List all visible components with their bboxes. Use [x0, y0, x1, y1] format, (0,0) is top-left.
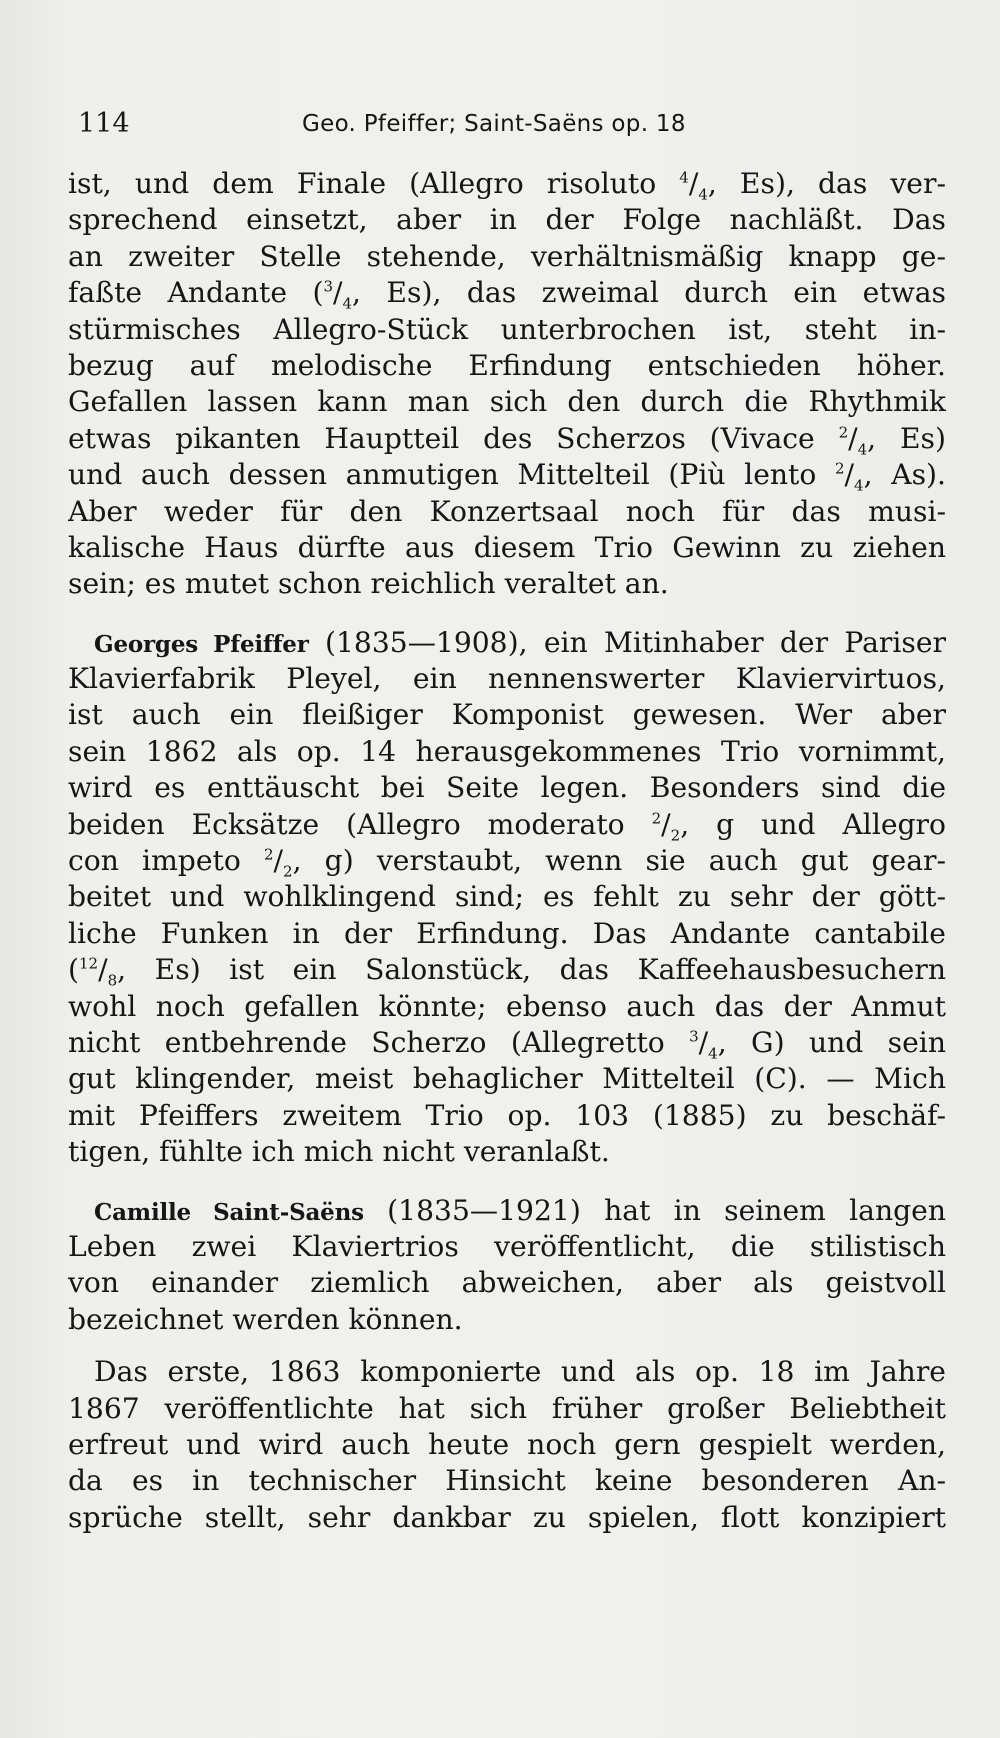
paragraph-gap — [68, 603, 946, 625]
text-line: Georges Pfeiffer (1835—1908), ein Mitinhaber der Pariser — [94, 625, 946, 659]
text-line: gut klingender, meist behaglicher Mittelteil (C). — Mich — [68, 1062, 946, 1096]
fraction-numerator: 2 — [838, 423, 849, 442]
text-line: Camille Saint-Saëns (1835—1921) hat in seinem langen — [94, 1193, 946, 1227]
paragraph-1 — [68, 166, 946, 603]
text-line: sprechend einsetzt, aber in der Folge nachläßt. Das — [68, 203, 946, 237]
text-line: da es in technischer Hinsicht keine besonderen An- — [68, 1464, 946, 1498]
text-line: mit Pfeiffers zweitem Trio op. 103 (1885) zu beschäf- — [68, 1098, 946, 1132]
text-line: wird es enttäuscht bei Seite legen. Besonders sind die — [68, 771, 946, 805]
text-line: sprüche stellt, sehr dankbar zu spielen, flott konzipiert — [68, 1500, 946, 1534]
text-line: Leben zwei Klaviertrios veröffentlicht, die stilistisch — [68, 1229, 946, 1263]
text-line: und auch dessen anmutigen Mittelteil (Più lento $^2/_4$, As). — [68, 458, 946, 494]
fraction-denominator: 4 — [342, 294, 353, 312]
text-line: wohl noch gefallen könnte; ebenso auch das der Anmut — [68, 989, 946, 1023]
fraction-numerator: 2 — [263, 845, 274, 864]
fraction-denominator: 4 — [857, 440, 868, 458]
body-text — [68, 166, 946, 1536]
running-title: Geo. Pfeiffer; Saint-Saëns op. 18 — [302, 111, 686, 137]
fraction-denominator: 4 — [708, 1044, 718, 1062]
fraction-denominator: 2 — [670, 826, 681, 844]
text-line: kalische Haus dürfte aus diesem Trio Gewinn zu ziehen — [68, 530, 946, 564]
fraction-numerator: 4 — [679, 168, 689, 187]
fraction-numerator: 3 — [689, 1027, 699, 1046]
text-line: liche Funken in der Erfindung. Das Andante cantabile — [68, 916, 946, 950]
paragraph-3 — [68, 1193, 946, 1339]
running-header — [78, 104, 928, 144]
fraction-denominator: 8 — [107, 971, 118, 989]
text-line: bezug auf melodische Erfindung entschieden höher. — [68, 348, 946, 382]
fraction-numerator: 2 — [651, 809, 662, 828]
text-line: beiden Ecksätze (Allegro moderato $^2/_2$, g und Allegro — [68, 807, 946, 844]
text-line: Aber weder für den Konzertsaal noch für das musi- — [68, 494, 946, 528]
fraction-numerator: 2 — [835, 459, 845, 478]
fraction-denominator: 4 — [698, 185, 708, 203]
text-line: Gefallen lassen kann man sich den durch die Rhythmik — [68, 385, 946, 419]
paragraph-2 — [68, 625, 946, 1171]
page-number: 114 — [78, 108, 130, 139]
fraction-numerator: 3 — [323, 277, 333, 296]
text-line: Das erste, 1863 komponierte und als op. 18 im Jahre — [94, 1355, 946, 1389]
text-line: con impeto $^2/_2$, g) verstaubt, wenn sie auch gut gear- — [68, 844, 946, 880]
text-line: ist, und dem Finale (Allegro risoluto $^4/_4$, Es), das ver- — [68, 167, 946, 203]
text-line: bezeichnet werden können. — [68, 1302, 463, 1336]
text-line: ($^{12}/_8$, Es) ist ein Salonstück, das Kaffeehausbesuchern — [68, 953, 946, 989]
fraction-denominator: 2 — [283, 862, 293, 880]
text-line: ist auch ein fleißiger Komponist gewesen. Wer aber — [68, 698, 946, 732]
fraction-denominator: 4 — [854, 476, 864, 494]
text-line: nicht entbehrende Scherzo (Allegretto $^3/_4$, G) und sein — [68, 1025, 946, 1062]
fraction-numerator: 12 — [79, 954, 99, 973]
text-line: stürmisches Allegro-Stück unterbrochen ist, steht in- — [68, 312, 946, 346]
paragraph-gap — [68, 1338, 946, 1354]
composer-name: Georges Pfeiffer — [94, 630, 309, 658]
text-line: tigen, fühlte ich mich nicht veranlaßt. — [68, 1135, 610, 1169]
text-line: beitet und wohlklingend sind; es fehlt zu sehr der gött- — [68, 880, 946, 914]
paragraph-gap — [68, 1171, 946, 1193]
text-line: etwas pikanten Hauptteil des Scherzos (Vivace $^2/_4$, Es) — [68, 421, 946, 458]
text-line: Klavierfabrik Pleyel, ein nennenswerter Klaviervirtuos, — [68, 662, 946, 696]
composer-name: Camille Saint-Saëns — [94, 1198, 364, 1226]
text-line: sein 1862 als op. 14 herausgekommenes Trio vornimmt, — [68, 734, 946, 768]
text-line: faßte Andante ($^3/_4$, Es), das zweimal durch ein etwas — [68, 276, 946, 312]
text-line: erfreut und wird auch heute noch gern gespielt werden, — [68, 1427, 946, 1461]
text-line: sein; es mutet schon reichlich veraltet an. — [68, 567, 669, 601]
text-line: von einander ziemlich abweichen, aber als geistvoll — [68, 1266, 946, 1300]
paragraph-4 — [68, 1354, 946, 1536]
text-line: an zweiter Stelle stehende, verhältnismäßig knapp ge- — [68, 239, 946, 273]
text-line: 1867 veröffentlichte hat sich früher großer Beliebtheit — [68, 1391, 946, 1425]
